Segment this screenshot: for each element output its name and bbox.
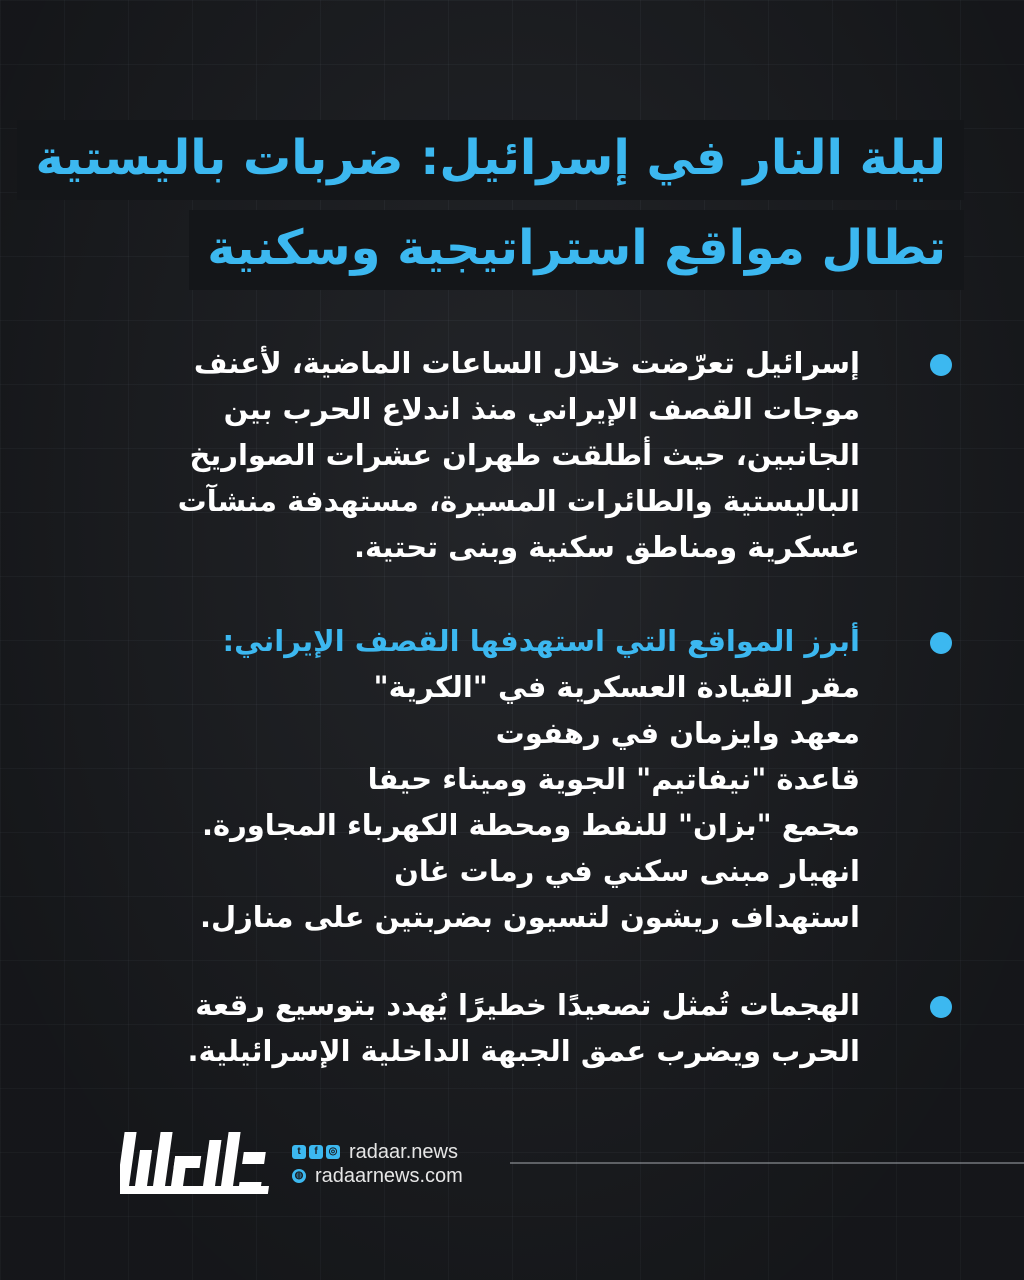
target-item: قاعدة "نيفاتيم" الجوية وميناء حيفا — [367, 762, 860, 796]
website-url: radaarnews.com — [315, 1165, 463, 1187]
target-item: مجمع "بزان" للنفط ومحطة الكهرباء المجاورة. — [201, 808, 860, 842]
bullet-conclusion — [100, 982, 952, 1074]
target-item: استهداف ريشون لتسيون بضربتين على منازل. — [199, 900, 860, 934]
bullet-dot-icon — [930, 354, 952, 376]
bullet-dot-icon — [930, 996, 952, 1018]
twitter-icon: t — [292, 1145, 306, 1159]
headline-line-2: تطال مواقع استراتيجية وسكنية — [189, 210, 964, 290]
globe-icon: ◍ — [292, 1169, 306, 1183]
headline-line-1: ليلة النار في إسرائيل: ضربات باليستية — [17, 120, 964, 200]
website-row[interactable] — [292, 1164, 463, 1188]
facebook-icon: f — [309, 1145, 323, 1159]
target-item: معهد وايزمان في رهفوت — [495, 716, 860, 750]
social-handle: radaar.news — [349, 1141, 458, 1163]
headline — [35, 120, 964, 300]
instagram-icon: ◎ — [326, 1145, 340, 1159]
bullet-dot-icon — [930, 632, 952, 654]
social-handle-row[interactable] — [292, 1140, 463, 1164]
target-item: انهيار مبنى سكني في رمات غان — [394, 854, 860, 888]
footer — [0, 1110, 1024, 1220]
intro-text: إسرائيل تعرّضت خلال الساعات الماضية، لأعنف موجات القصف الإيراني منذ اندلاع الحرب بين الجانبين، حيث أطلقت طهران عشرات الصواريخ الباليستية والطائرات المسيرة، مستهدفة منشآت عسكرية ومناطق سكنية وبنى تحتية. — [177, 346, 860, 564]
bullet-intro — [100, 340, 952, 570]
footer-divider — [510, 1162, 1024, 1164]
radaar-news-logo — [120, 1122, 280, 1212]
targets-heading: أبرز المواقع التي استهدفها القصف الإيراني: — [222, 624, 860, 658]
target-item: مقر القيادة العسكرية في "الكرية" — [373, 670, 860, 704]
bullet-list — [100, 340, 952, 1074]
social-links — [292, 1140, 463, 1188]
bullet-targets — [100, 618, 952, 940]
conclusion-text: الهجمات تُمثل تصعيدًا خطيرًا يُهدد بتوسيع رقعة الحرب ويضرب عمق الجبهة الداخلية الإسرائيلية. — [187, 988, 860, 1068]
